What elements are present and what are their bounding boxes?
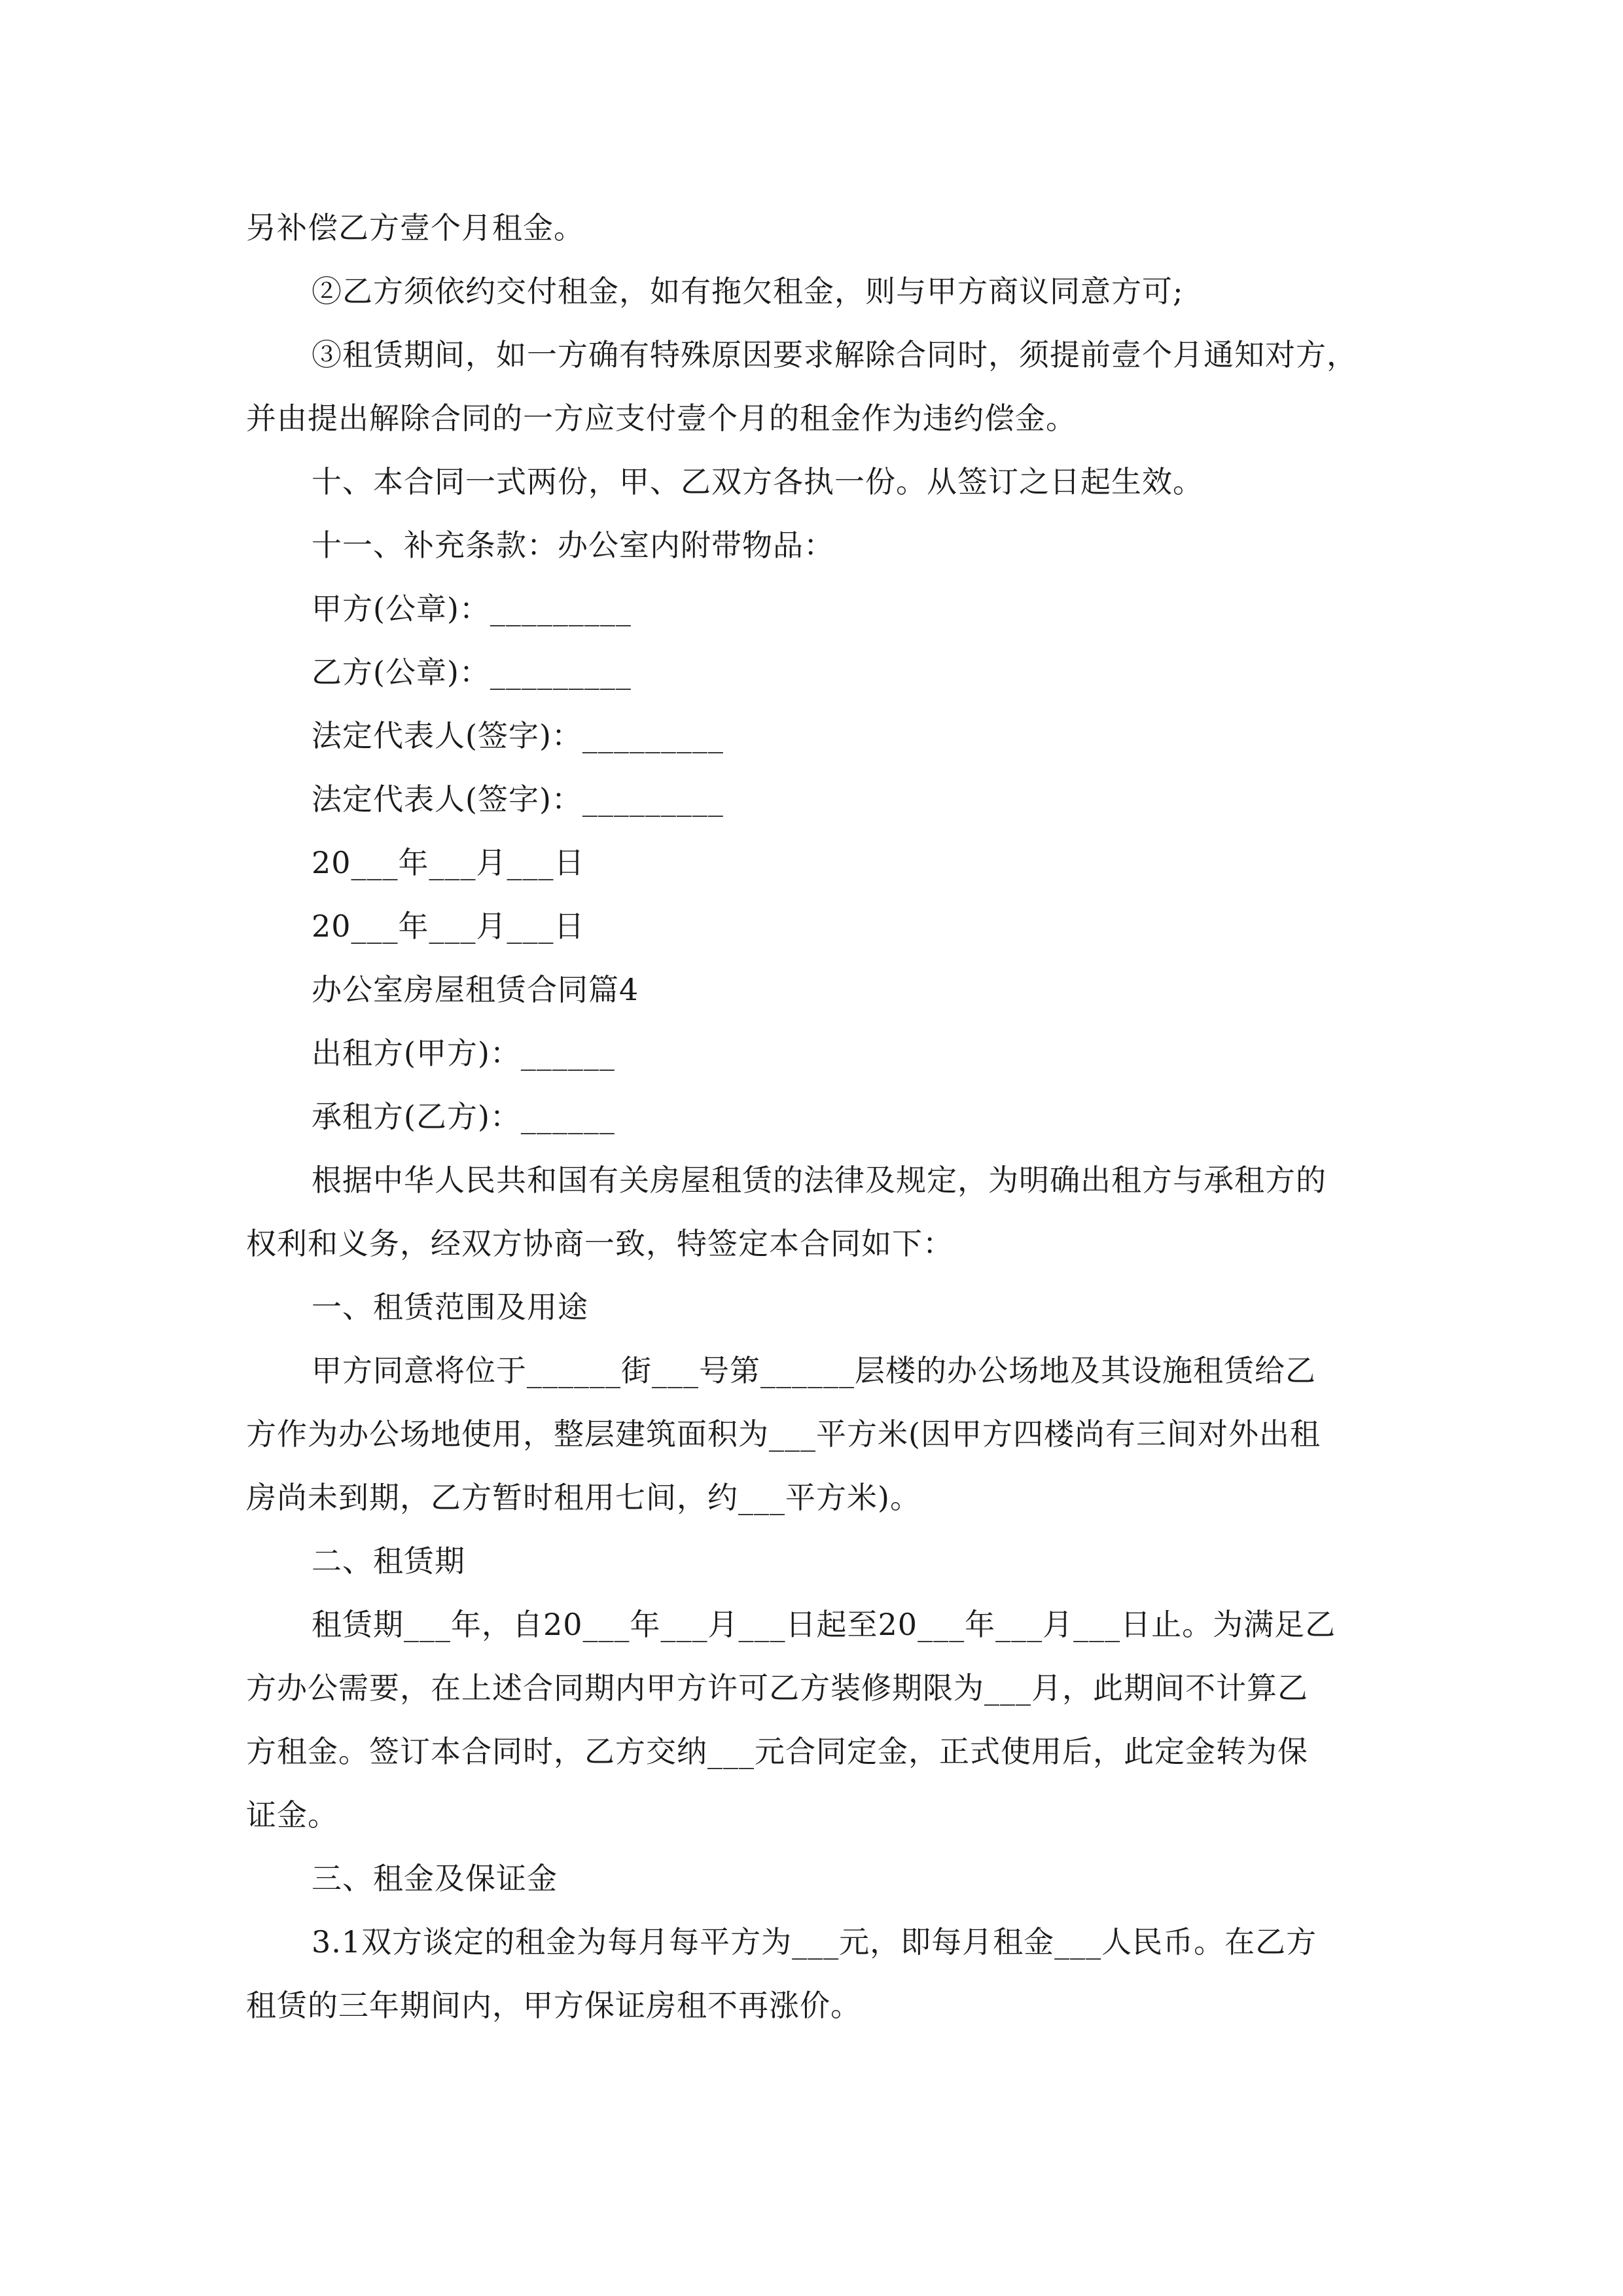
legal-rep-signature-field: 法定代表人(签字)：_________	[312, 718, 724, 753]
text-line: 方租金。签订本合同时，乙方交纳___元合同定金，正式使用后，此定金转为保	[246, 1734, 1308, 1769]
text-line: 租赁的三年期间内，甲方保证房租不再涨价。	[246, 1988, 861, 2023]
text-line: 房尚未到期，乙方暂时租用七间，约___平方米)。	[246, 1480, 921, 1515]
lessor-field: 出租方(甲方)：______	[312, 1035, 615, 1071]
text-line: 甲方同意将位于______街___号第______层楼的办公场地及其设施租赁给乙	[312, 1353, 1316, 1388]
text-line: 方办公需要，在上述合同期内甲方许可乙方装修期限为___月，此期间不计算乙	[246, 1670, 1308, 1706]
section-title: 办公室房屋租赁合同篇4	[312, 972, 639, 1007]
text-line: 并由提出解除合同的一方应支付壹个月的租金作为违约偿金。	[246, 401, 1077, 436]
party-a-seal-field: 甲方(公章)：_________	[312, 591, 632, 626]
text-line: 证金。	[246, 1797, 338, 1833]
text-line: 方作为办公场地使用，整层建筑面积为___平方米(因甲方四楼尚有三间对外出租	[246, 1416, 1321, 1452]
clause-eleven: 十一、补充条款：办公室内附带物品：	[312, 528, 834, 563]
legal-rep-signature-field: 法定代表人(签字)：_________	[312, 781, 724, 817]
text-line: 权利和义务，经双方协商一致，特签定本合同如下：	[246, 1226, 954, 1261]
clause-heading: 三、租金及保证金	[312, 1861, 558, 1896]
date-field: 20___年___月___日	[312, 845, 585, 880]
text-line: ③租赁期间，如一方确有特殊原因要求解除合同时，须提前壹个月通知对方，	[312, 337, 1357, 372]
text-line: 另补偿乙方壹个月租金。	[246, 210, 584, 245]
text-line: 租赁期___年，自20___年___月___日起至20___年___月___日止。为满足乙	[312, 1607, 1336, 1642]
clause-heading: 二、租赁期	[312, 1543, 465, 1579]
clause-heading: 一、租赁范围及用途	[312, 1289, 588, 1325]
clause-ten: 十、本合同一式两份，甲、乙双方各执一份。从签订之日起生效。	[312, 464, 1204, 499]
text-line: 3.1双方谈定的租金为每月每平方为___元，即每月租金___人民币。在乙方	[312, 1924, 1317, 1960]
party-b-seal-field: 乙方(公章)：_________	[312, 655, 632, 690]
document-body	[246, 196, 1378, 2037]
date-field: 20___年___月___日	[312, 908, 585, 944]
lessee-field: 承租方(乙方)：______	[312, 1099, 615, 1134]
text-line: ②乙方须依约交付租金，如有拖欠租金，则与甲方商议同意方可;	[312, 274, 1184, 309]
text-line: 根据中华人民共和国有关房屋租赁的法律及规定，为明确出租方与承租方的	[312, 1162, 1327, 1198]
